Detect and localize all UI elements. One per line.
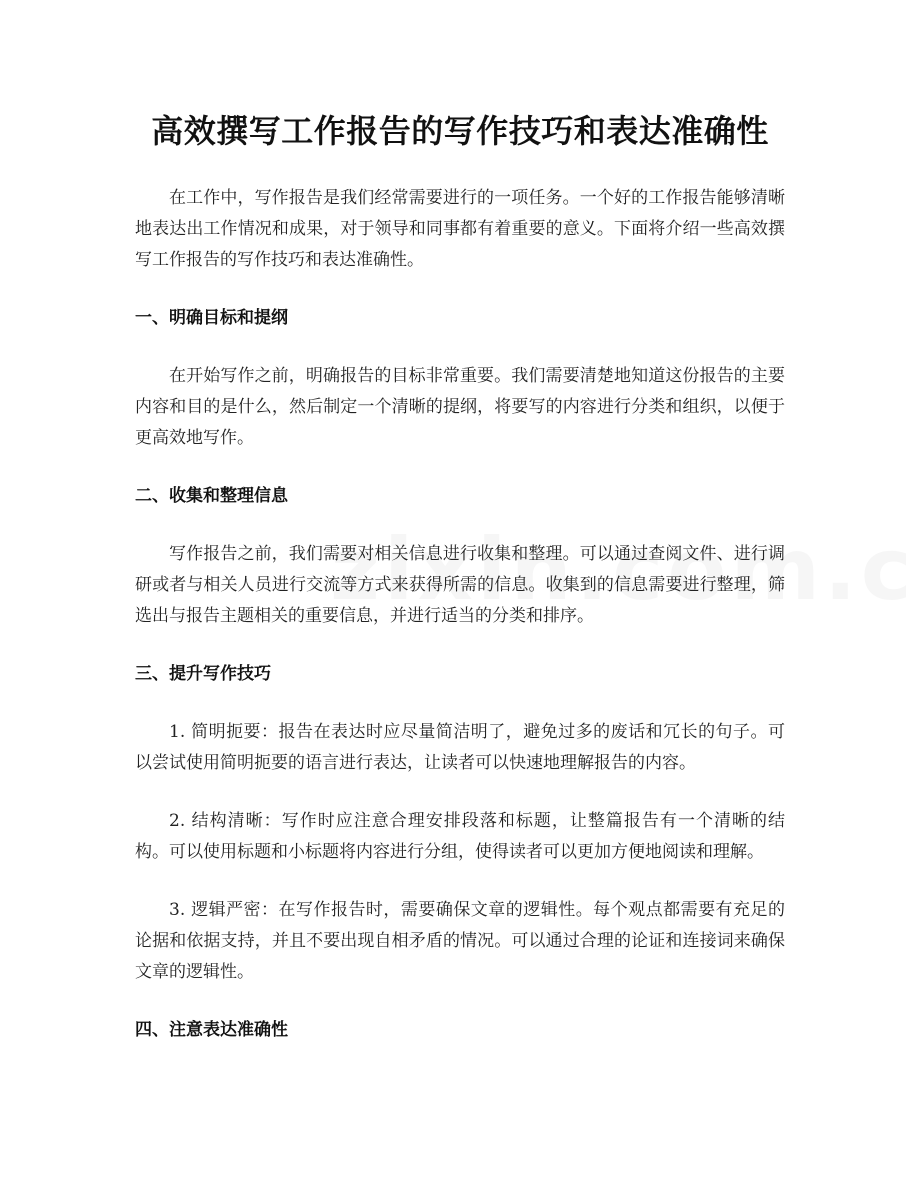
intro-paragraph: 在工作中，写作报告是我们经常需要进行的一项任务。一个好的工作报告能够清晰地表达出工作情况和成果，对于领导和同事都有着重要的意义。下面将介绍一些高效撰写工作报告的写作技巧和表达准确性。 <box>135 188 785 270</box>
section-3-item-3: 3. 逻辑严密：在写作报告时，需要确保文章的逻辑性。每个观点都需要有充足的论据和依据支持，并且不要出现自相矛盾的情况。可以通过合理的论证和连接词来确保文章的逻辑性。 <box>135 900 785 982</box>
section-3-item-1: 1. 简明扼要：报告在表达时应尽量简洁明了，避免过多的废话和冗长的句子。可以尝试使用简明扼要的语言进行表达，让读者可以快速地理解报告的内容。 <box>135 722 785 773</box>
section-2-paragraph: 写作报告之前，我们需要对相关信息进行收集和整理。可以通过查阅文件、进行调研或者与相关人员进行交流等方式来获得所需的信息。收集到的信息需要进行整理，筛选出与报告主题相关的重要信息，并进行适当的分类和排序。 <box>135 544 785 626</box>
section-heading-3: 三、提升写作技巧 <box>135 664 271 684</box>
section-heading-1: 一、明确目标和提纲 <box>135 308 288 328</box>
section-heading-2: 二、收集和整理信息 <box>135 486 288 506</box>
section-heading-4: 四、注意表达准确性 <box>135 1020 288 1040</box>
section-1-paragraph: 在开始写作之前，明确报告的目标非常重要。我们需要清楚地知道这份报告的主要内容和目的是什么，然后制定一个清晰的提纲，将要写的内容进行分类和组织，以便于更高效地写作。 <box>135 366 785 448</box>
page-title: 高效撰写工作报告的写作技巧和表达准确性 <box>151 112 769 150</box>
section-3-item-2: 2. 结构清晰：写作时应注意合理安排段落和标题，让整篇报告有一个清晰的结构。可以使用标题和小标题将内容进行分组，使得读者可以更加方便地阅读和理解。 <box>135 811 785 862</box>
document-body <box>135 183 785 1073</box>
